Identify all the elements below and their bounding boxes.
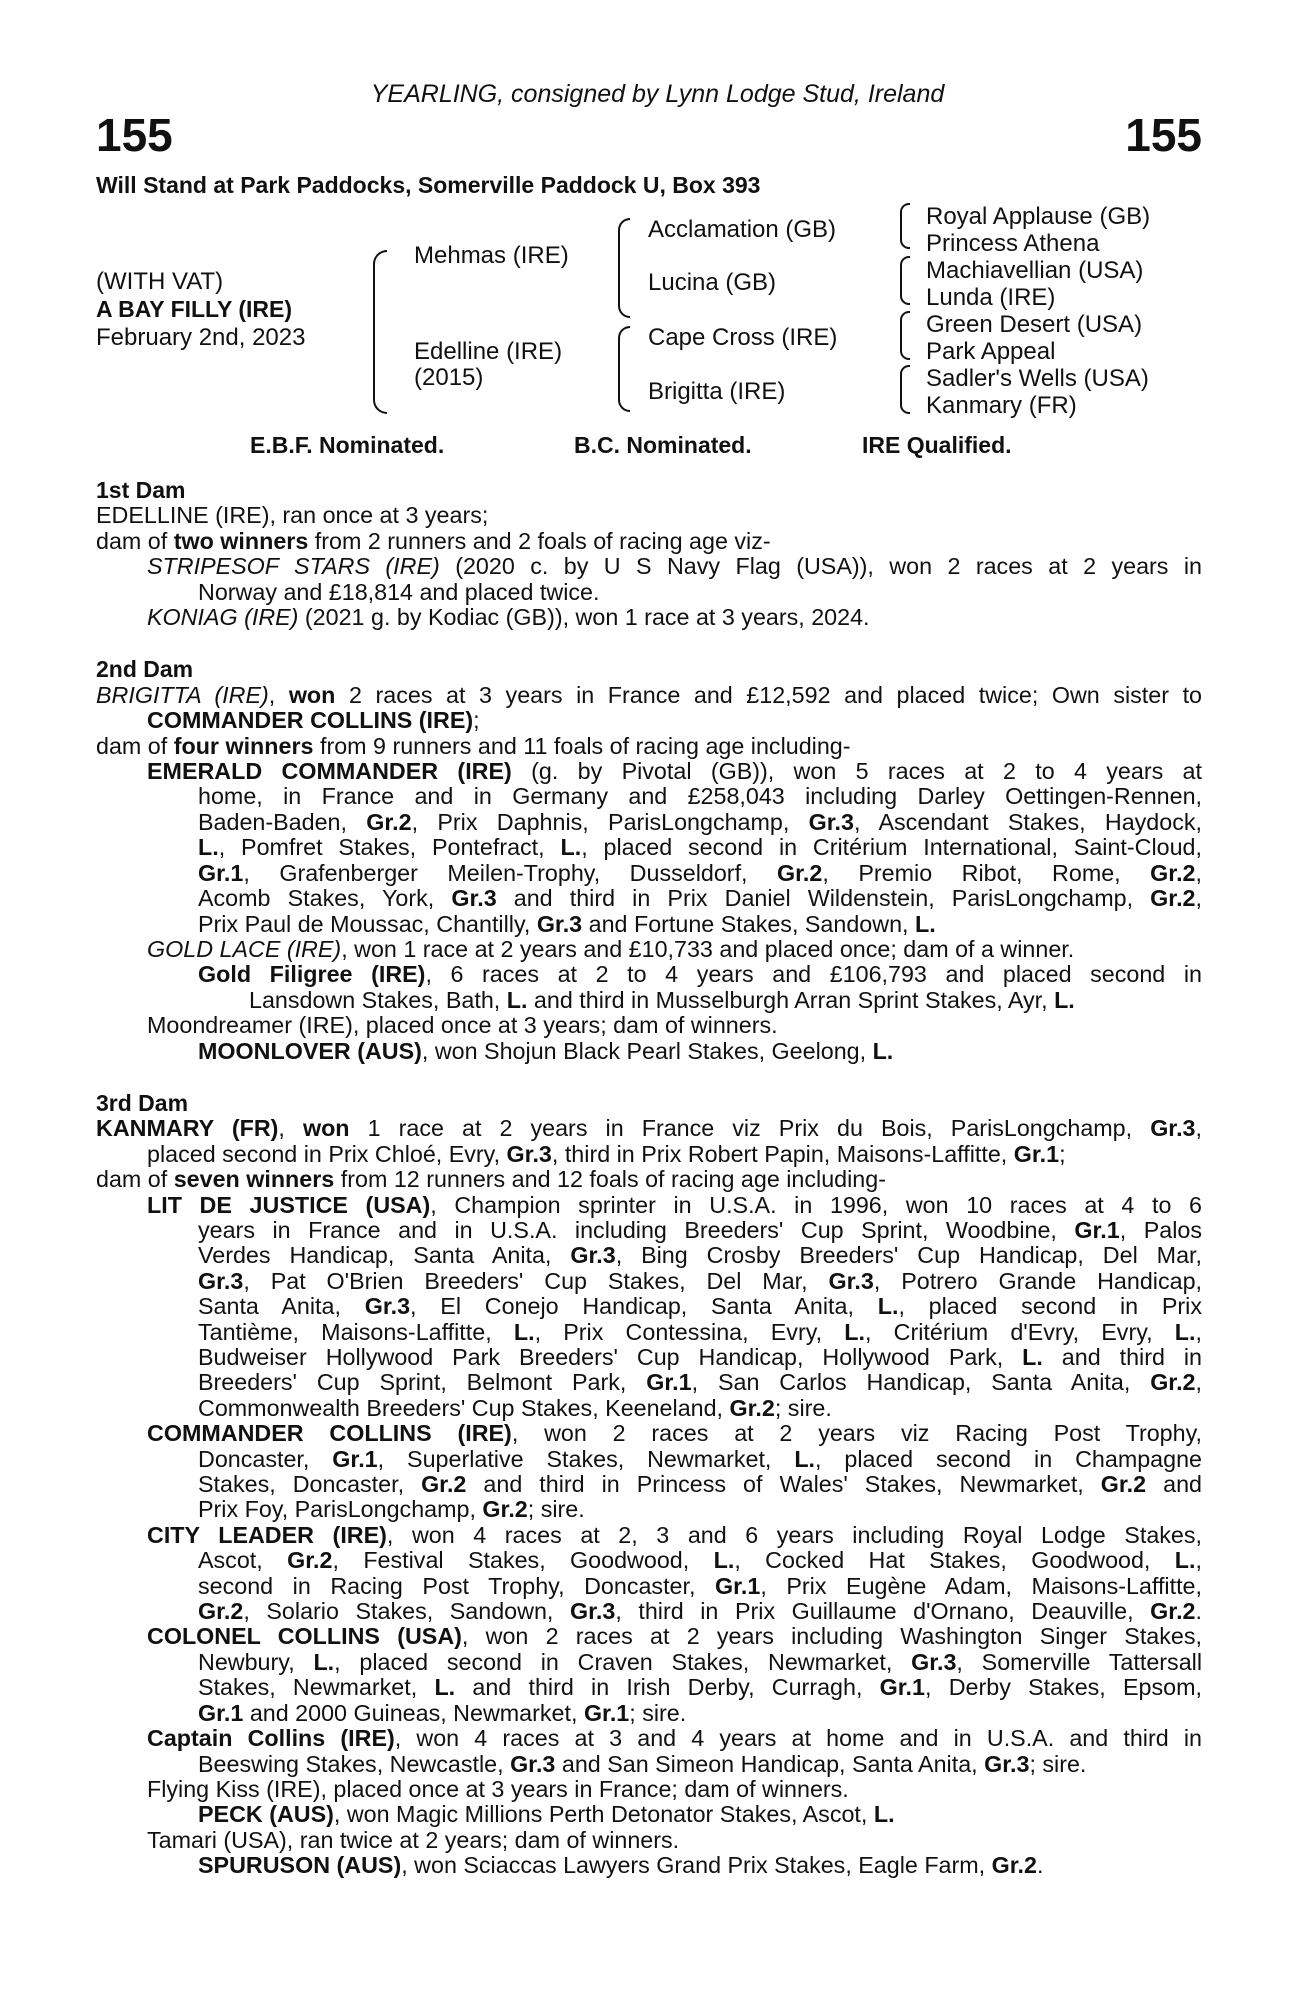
- emerald-commander-line-4: L., Pomfret Stakes, Pontefract, L., placed second in Critérium International, Saint-Cloud,: [198, 834, 1202, 861]
- produce-moonlover: MOONLOVER (AUS), won Shojun Black Pearl Stakes, Geelong, L.: [198, 1037, 894, 1064]
- gold-filigree-line-2: Lansdown Stakes, Bath, L. and third in Musselburgh Arran Sprint Stakes, Ayr, L.: [249, 986, 1075, 1013]
- colonel-collins-line-2: Newbury, L., placed second in Craven Stakes, Newmarket, Gr.3, Somerville Tattersall: [198, 1648, 1202, 1675]
- lit-de-justice-line-9: Commonwealth Breeders' Cup Stakes, Keeneland, Gr.2; sire.: [198, 1394, 832, 1421]
- pedigree-g3-5: Green Desert (USA): [926, 311, 1143, 338]
- lot-number-left: 155: [96, 109, 173, 161]
- emerald-commander-line-5: Gr.1, Grafenberger Meilen-Trophy, Dusseldorf, Gr.2, Premio Ribot, Rome, Gr.2,: [198, 859, 1202, 886]
- produce-commander-collins: COMMANDER COLLINS (IRE), won 2 races at 2 years viz Racing Post Trophy,: [147, 1420, 1202, 1447]
- lot-number-right: 155: [1125, 109, 1202, 161]
- pedigree-g3-2: Princess Athena: [926, 230, 1100, 257]
- lit-de-justice-line-2: years in France and in U.S.A. including Breeders' Cup Sprint, Woodbine, Gr.1, Palos: [198, 1216, 1202, 1243]
- produce-captain-collins: Captain Collins (IRE), won 4 races at 3 and 4 years at home and in U.S.A. and third in: [147, 1725, 1202, 1752]
- city-leader-line-4: Gr.2, Solario Stakes, Sandown, Gr.3, third in Prix Guillaume d'Ornano, Deauville, Gr.2.: [198, 1598, 1202, 1625]
- pedigree-sire: Mehmas (IRE): [414, 242, 569, 269]
- captain-collins-line-2: Beeswing Stakes, Newcastle, Gr.3 and San Simeon Handicap, Santa Anita, Gr.3; sire.: [198, 1750, 1087, 1777]
- nomination-bc: B.C. Nominated.: [574, 432, 752, 458]
- commander-collins-line-2: Doncaster, Gr.1, Superlative Stakes, Newmarket, L., placed second in Champagne: [198, 1445, 1203, 1472]
- commander-collins-line-4: Prix Foy, ParisLongchamp, Gr.2; sire.: [198, 1496, 585, 1523]
- colonel-collins-line-3: Stakes, Newmarket, L. and third in Irish Derby, Curragh, Gr.1, Derby Stakes, Epsom,: [198, 1674, 1202, 1701]
- third-dam-line-2: placed second in Prix Chloé, Evry, Gr.3, third in Prix Robert Papin, Maisons-Laffitte, Gr.1;: [147, 1140, 1066, 1167]
- pedigree-brace-g2: [900, 256, 910, 305]
- pedigree-g3-1: Royal Applause (GB): [926, 203, 1151, 230]
- nomination-ire: IRE Qualified.: [862, 432, 1012, 458]
- first-dam-produce-summary: dam of two winners from 2 runners and 2 foals of racing age viz-: [96, 527, 771, 554]
- stand-location: Will Stand at Park Paddocks, Somerville Paddock U, Box 393: [96, 172, 761, 198]
- produce-peck: PECK (AUS), won Magic Millions Perth Detonator Stakes, Ascot, L.: [198, 1801, 895, 1828]
- pedigree-g3-3: Machiavellian (USA): [926, 257, 1144, 284]
- produce-tamari: Tamari (USA), ran twice at 2 years; dam of winners.: [147, 1826, 680, 1853]
- produce-koniag: KONIAG (IRE) (2021 g. by Kodiac (GB)), won 1 race at 3 years, 2024.: [147, 604, 870, 631]
- pedigree-dam: Edelline (IRE): [414, 338, 563, 365]
- emerald-commander-line-3: Baden-Baden, Gr.2, Prix Daphnis, ParisLongchamp, Gr.3, Ascendant Stakes, Haydock,: [198, 808, 1202, 835]
- catalogue-body: [96, 478, 1202, 1879]
- produce-city-leader: CITY LEADER (IRE), won 4 races at 2, 3 and 6 years including Royal Lodge Stakes,: [147, 1521, 1203, 1548]
- emerald-commander-line-6: Acomb Stakes, York, Gr.3 and third in Prix Daniel Wildenstein, ParisLongchamp, Gr.2,: [198, 885, 1202, 912]
- third-dam-heading: 3rd Dam: [96, 1089, 189, 1116]
- produce-spuruson: SPURUSON (AUS), won Sciaccas Lawyers Grand Prix Stakes, Eagle Farm, Gr.2.: [198, 1852, 1044, 1879]
- second-dam-heading: 2nd Dam: [96, 656, 194, 683]
- pedigree-g3-6: Park Appeal: [926, 338, 1056, 365]
- city-leader-line-2: Ascot, Gr.2, Festival Stakes, Goodwood, L., Cocked Hat Stakes, Goodwood, L.,: [198, 1547, 1202, 1574]
- produce-flying-kiss: Flying Kiss (IRE), placed once at 3 years in France; dam of winners.: [147, 1775, 849, 1802]
- produce-gold-lace: GOLD LACE (IRE), won 1 race at 2 years and £10,733 and placed once; dam of a winner.: [147, 935, 1075, 962]
- produce-stripesof-stars-cont: Norway and £18,814 and placed twice.: [198, 578, 600, 605]
- pedigree-brace-g4: [900, 365, 910, 414]
- pedigree-brace-main: [373, 250, 387, 414]
- horse-name: A BAY FILLY (IRE): [96, 296, 292, 322]
- second-dam-produce-summary: dam of four winners from 9 runners and 11 foals of racing age including-: [96, 732, 851, 759]
- consignment-header: YEARLING, consigned by Lynn Lodge Stud, Ireland: [370, 80, 945, 108]
- pedigree-brace-sire: [618, 218, 630, 318]
- produce-stripesof-stars: STRIPESOF STARS (IRE) (2020 c. by U S Navy Flag (USA)), won 2 races at 2 years in: [147, 553, 1202, 580]
- third-dam-produce-summary: dam of seven winners from 12 runners and 12 foals of racing age including-: [96, 1166, 886, 1193]
- foaling-date: February 2nd, 2023: [96, 324, 306, 351]
- emerald-commander-line-2: home, in France and in Germany and £258,043 including Darley Oettingen-Rennen,: [198, 783, 1202, 810]
- emerald-commander-line-7: Prix Paul de Moussac, Chantilly, Gr.3 and Fortune Stakes, Sandown, L.: [198, 910, 936, 937]
- colonel-collins-line-4: Gr.1 and 2000 Guineas, Newmarket, Gr.1; sire.: [198, 1699, 687, 1726]
- pedigree-dam-dam: Brigitta (IRE): [648, 378, 786, 405]
- lit-de-justice-line-6: Tantième, Maisons-Laffitte, L., Prix Contessina, Evry, L., Critérium d'Evry, Evry, L.,: [198, 1318, 1202, 1345]
- produce-colonel-collins: COLONEL COLLINS (USA), won 2 races at 2 years including Washington Singer Stakes,: [147, 1623, 1202, 1650]
- pedigree-g3-8: Kanmary (FR): [926, 392, 1077, 419]
- pedigree-sire-dam: Lucina (GB): [648, 269, 777, 296]
- pedigree-brace-dam: [618, 326, 630, 412]
- commander-collins-line-3: Stakes, Doncaster, Gr.2 and third in Princess of Wales' Stakes, Newmarket, Gr.2 and: [198, 1471, 1202, 1498]
- pedigree-dam-year: (2015): [414, 364, 484, 391]
- second-dam-line: BRIGITTA (IRE), won 2 races at 3 years in France and £12,592 and placed twice; Own sister to: [96, 681, 1202, 708]
- second-dam-sister: COMMANDER COLLINS (IRE);: [147, 707, 480, 734]
- produce-gold-filigree: Gold Filigree (IRE), 6 races at 2 to 4 years and £106,793 and placed second in: [198, 961, 1202, 988]
- first-dam-heading: 1st Dam: [96, 477, 186, 503]
- lit-de-justice-line-5: Santa Anita, Gr.3, El Conejo Handicap, Santa Anita, L., placed second in Prix: [198, 1293, 1202, 1320]
- produce-lit-de-justice: LIT DE JUSTICE (USA), Champion sprinter in U.S.A. in 1996, won 10 races at 4 to 6: [147, 1191, 1202, 1218]
- pedigree-brace-g3: [900, 311, 910, 360]
- pedigree-g3-4: Lunda (IRE): [926, 284, 1056, 311]
- pedigree-brace-g1: [900, 203, 910, 249]
- lit-de-justice-line-3: Verdes Handicap, Santa Anita, Gr.3, Bing Crosby Breeders' Cup Handicap, Del Mar,: [198, 1242, 1202, 1269]
- produce-moondreamer: Moondreamer (IRE), placed once at 3 years; dam of winners.: [147, 1012, 778, 1039]
- vat-note: (WITH VAT): [96, 268, 224, 295]
- pedigree-dam-sire: Cape Cross (IRE): [648, 324, 838, 351]
- lit-de-justice-line-7: Budweiser Hollywood Park Breeders' Cup Handicap, Hollywood Park, L. and third in: [198, 1344, 1202, 1370]
- pedigree-g3-7: Sadler's Wells (USA): [926, 365, 1149, 392]
- third-dam-line: KANMARY (FR), won 1 race at 2 years in France viz Prix du Bois, ParisLongchamp, Gr.3,: [96, 1115, 1203, 1142]
- produce-emerald-commander: EMERALD COMMANDER (IRE) (g. by Pivotal (GB)), won 5 races at 2 to 4 years at: [147, 758, 1202, 785]
- lit-de-justice-line-8: Breeders' Cup Sprint, Belmont Park, Gr.1, San Carlos Handicap, Santa Anita, Gr.2,: [198, 1369, 1203, 1396]
- city-leader-line-3: second in Racing Post Trophy, Doncaster, Gr.1, Prix Eugène Adam, Maisons-Laffitte,: [198, 1572, 1202, 1599]
- nomination-ebf: E.B.F. Nominated.: [250, 432, 445, 458]
- first-dam-line: EDELLINE (IRE), ran once at 3 years;: [96, 502, 489, 529]
- lit-de-justice-line-4: Gr.3, Pat O'Brien Breeders' Cup Stakes, Del Mar, Gr.3, Potrero Grande Handicap,: [198, 1267, 1202, 1294]
- pedigree-sire-sire: Acclamation (GB): [648, 216, 837, 243]
